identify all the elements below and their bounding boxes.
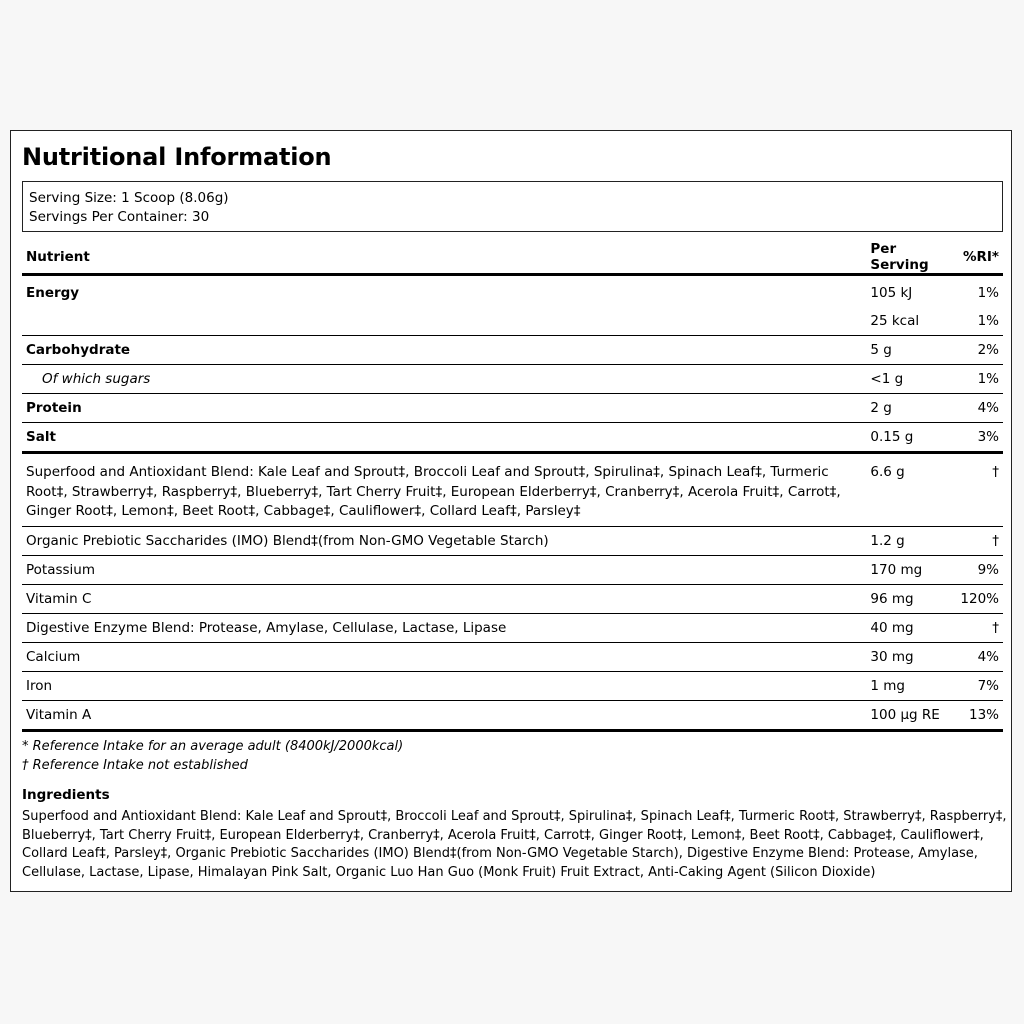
nutrient-name: Calcium <box>22 642 866 671</box>
table-row <box>22 555 1003 584</box>
nutrient-per-serving: 170 mg <box>866 555 956 584</box>
nutrient-ri: † <box>956 526 1003 555</box>
nutrient-per-serving: 105 kJ <box>870 285 913 301</box>
nutrient-ri: 13% <box>956 700 1003 730</box>
nutrient-name: Vitamin A <box>22 700 866 730</box>
header-ri: %RI* <box>956 241 1003 275</box>
ingredients-text: Superfood and Antioxidant Blend: Kale Leaf and Sprout‡, Broccoli Leaf and Sprout‡, Spirulina‡, Spinach Leaf‡, Turmeric Root‡, Strawberry‡, Raspberry‡, Blueberry‡, Tart Cherry Fruit‡, European Elderberry‡, Cranberry‡, Acerola Fruit‡, Carrot‡, Ginger Root‡, Lemon‡, Beet Root‡, Cabbage‡, Cauliflower‡, Collard Leaf‡, Parsley‡, Organic Prebiotic Saccharides (IMO) Blend‡(from Non-GMO Vegetable Starch), Digestive Enzyme Blend: Protease, Amylase, Cellulase, Lactase, Lipase, Himalayan Pink Salt, Organic Luo Han Guo (Monk Fruit) Fruit Extract, Anti-Caking Agent (Silicon Dioxide) <box>22 809 1007 880</box>
nutrient-name: Superfood and Antioxidant Blend: Kale Leaf and Sprout‡, Broccoli Leaf and Sprout‡, Spirulina‡, Spinach Leaf‡, Turmeric Root‡, Strawberry‡, Raspberry‡, Blueberry‡, Tart Cherry Fruit‡, European Elderberry‡, Cranberry‡, Acerola Fruit‡, Carrot‡, Ginger Root‡, Lemon‡, Beet Root‡, Cabbage‡, Cauliflower‡, Collard Leaf‡, Parsley‡ <box>22 453 866 527</box>
table-row <box>22 700 1003 730</box>
servings-per-container: Servings Per Container: 30 <box>29 209 210 225</box>
footnote-reference-intake: * Reference Intake for an average adult (8400kJ/2000kcal) <box>22 739 404 754</box>
nutrient-ri: 9% <box>956 555 1003 584</box>
nutrient-name: Energy <box>26 285 80 301</box>
table-row <box>22 365 1003 394</box>
table-row <box>22 671 1003 700</box>
table-row <box>22 453 1003 527</box>
header-nutrient: Nutrient <box>22 241 866 275</box>
nutrient-per-serving: 96 mg <box>866 584 956 613</box>
footnotes <box>22 737 403 775</box>
nutrient-ri: 120% <box>956 584 1003 613</box>
nutrient-per-serving: 1 mg <box>866 671 956 700</box>
nutrient-name <box>22 307 866 336</box>
nutrient-per-serving: 30 mg <box>866 642 956 671</box>
nutrient-name: Potassium <box>22 555 866 584</box>
nutrition-panel <box>10 130 1012 892</box>
nutrient-per-serving: 40 mg <box>866 613 956 642</box>
table-row <box>22 394 1003 423</box>
serving-size: Serving Size: 1 Scoop (8.06g) <box>29 190 229 206</box>
nutrient-ri: 1% <box>977 285 999 301</box>
nutrient-ri: 2% <box>956 336 1003 365</box>
nutrient-per-serving: 25 kcal <box>866 307 956 336</box>
serving-info-box <box>22 181 1003 232</box>
nutrient-name: Protein <box>22 394 866 423</box>
nutrient-per-serving: 1.2 g <box>866 526 956 555</box>
table-row <box>22 526 1003 555</box>
table-row <box>22 642 1003 671</box>
nutrient-name: Of which sugars <box>22 365 866 394</box>
nutrient-per-serving: 2 g <box>866 394 956 423</box>
table-header-row <box>22 241 1003 275</box>
nutrient-ri: 4% <box>956 642 1003 671</box>
nutrient-per-serving: 5 g <box>866 336 956 365</box>
nutrient-ri: 4% <box>956 394 1003 423</box>
table-row <box>22 584 1003 613</box>
nutrient-ri: † <box>956 613 1003 642</box>
table-row <box>22 275 1003 308</box>
nutrient-name: Digestive Enzyme Blend: Protease, Amylase, Cellulase, Lactase, Lipase <box>22 613 866 642</box>
nutrient-ri: 3% <box>956 423 1003 453</box>
table-row <box>22 336 1003 365</box>
nutrient-name: Carbohydrate <box>22 336 866 365</box>
footnote-not-established: † Reference Intake not established <box>22 758 248 773</box>
nutrient-per-serving: 6.6 g <box>866 453 956 527</box>
nutrient-ri: 1% <box>956 307 1003 336</box>
table-row <box>22 423 1003 453</box>
nutrient-name: Vitamin C <box>22 584 866 613</box>
ingredients-heading: Ingredients <box>22 787 110 803</box>
nutrient-ri: † <box>956 453 1003 527</box>
nutrient-ri: 1% <box>956 365 1003 394</box>
header-per-serving: Per Serving <box>866 241 956 275</box>
page-title: Nutritional Information <box>22 143 332 171</box>
nutrient-per-serving: 0.15 g <box>866 423 956 453</box>
nutrient-ri: 7% <box>956 671 1003 700</box>
nutrient-per-serving: <1 g <box>866 365 956 394</box>
nutrient-per-serving: 100 µg RE <box>866 700 956 730</box>
table-row <box>22 307 1003 336</box>
nutrient-name: Salt <box>22 423 866 453</box>
table-row <box>22 613 1003 642</box>
nutrient-name: Iron <box>22 671 866 700</box>
nutrient-name: Organic Prebiotic Saccharides (IMO) Blend‡(from Non-GMO Vegetable Starch) <box>22 526 866 555</box>
nutrition-table <box>22 241 1003 732</box>
